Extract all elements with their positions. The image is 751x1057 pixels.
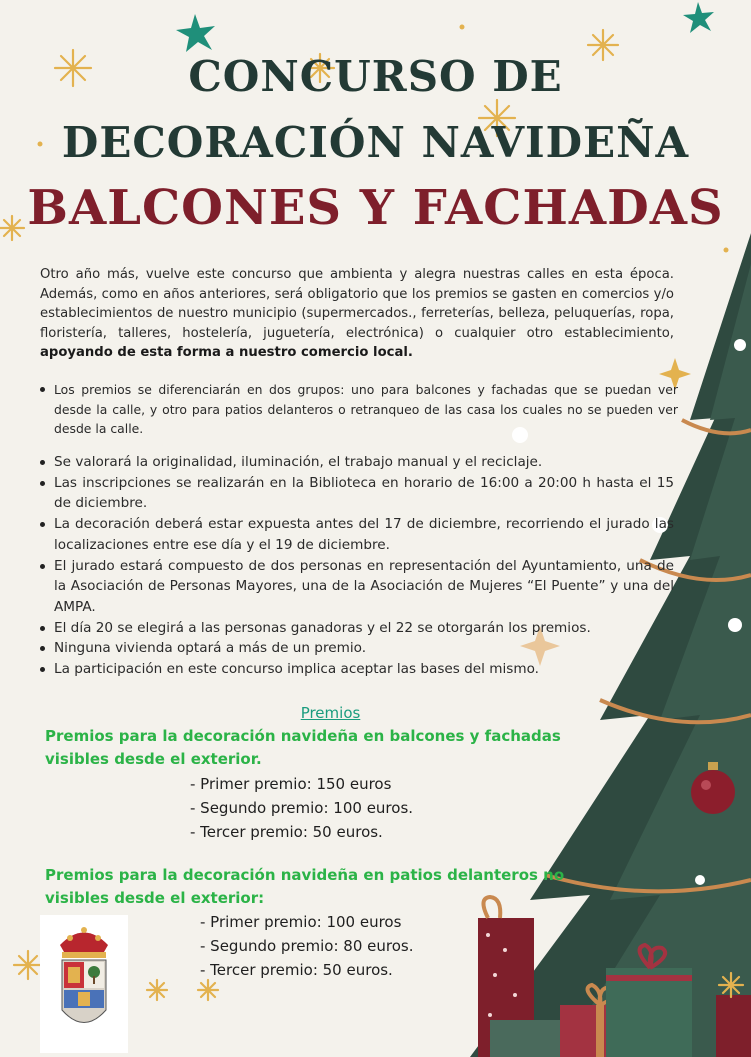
intro-paragraph — [40, 265, 674, 363]
rules-list-first — [38, 380, 678, 439]
prizes-heading: Premios — [300, 704, 361, 722]
prize-group-1-list — [190, 772, 413, 844]
list-item: - Segundo premio: 80 euros. — [200, 937, 414, 955]
list-item: - Tercer premio: 50 euros. — [190, 823, 383, 841]
list-item: - Primer premio: 100 euros — [200, 913, 402, 931]
prize-group-1-title: Premios para la decoración navideña en balcones y fachadas visibles desde el exterior. — [45, 727, 561, 768]
title-line-3: BALCONES Y FACHADAS — [27, 180, 724, 236]
rules-list — [38, 452, 674, 680]
intro-bold-text: apoyando de esta forma a nuestro comercio local. — [40, 345, 413, 360]
title-line-2: DECORACIÓN NAVIDEÑA — [61, 118, 690, 167]
list-item: Se valorará la originalidad, iluminación, el trabajo manual y el reciclaje. — [38, 452, 674, 473]
list-item: El jurado estará compuesto de dos personas en representación del Ayuntamiento, una de la Asociación de Personas Mayores, una de la Asociación de Mujeres “El Puente” y una del AMPA. — [38, 556, 674, 618]
list-item: Las inscripciones se realizarán en la Biblioteca en horario de 16:00 a 20:00 h hasta el 15 de diciembre. — [38, 473, 674, 514]
list-item: - Primer premio: 150 euros — [190, 775, 392, 793]
prize-group-2-title: Premios para la decoración navideña en patios delanteros no visibles desde el exterior: — [45, 866, 565, 907]
list-item: La participación en este concurso implica aceptar las bases del mismo. — [38, 659, 674, 680]
prize-group-2-list — [200, 910, 414, 982]
teal-star-icon — [176, 2, 714, 52]
list-item: La decoración deberá estar expuesta antes del 17 de diciembre, recorriendo el jurado las localizaciones entre ese día y el 19 de diciembre. — [38, 514, 674, 555]
coat-of-arms-logo — [40, 915, 128, 1053]
list-item: Ninguna vivienda optará a más de un premio. — [38, 638, 674, 659]
list-item: - Tercer premio: 50 euros. — [200, 961, 393, 979]
list-item: Los premios se diferenciarán en dos grupos: uno para balcones y fachadas que se puedan ver desde la calle, y otro para patios delanteros o retranqueo de las casa los cuales no se pueden ver desde la calle. — [38, 380, 678, 439]
list-item: El día 20 se elegirá a las personas ganadoras y el 22 se otorgarán los premios. — [38, 618, 674, 639]
intro-text: Otro año más, vuelve este concurso que ambienta y alegra nuestras calles en esta época. Además, como en años anteriores, será obligatorio que los premios se gasten en comercios y/o establecimientos de nuestro municipio (supermercados., ferreterías, belleza, peluquerías, ropa, floristería, talleres, hostelería, juguetería, electrónica) o cualquier otro establecimiento, — [40, 267, 674, 341]
list-item: - Segundo premio: 100 euros. — [190, 799, 414, 817]
title-line-1: CONCURSO DE — [188, 52, 563, 101]
